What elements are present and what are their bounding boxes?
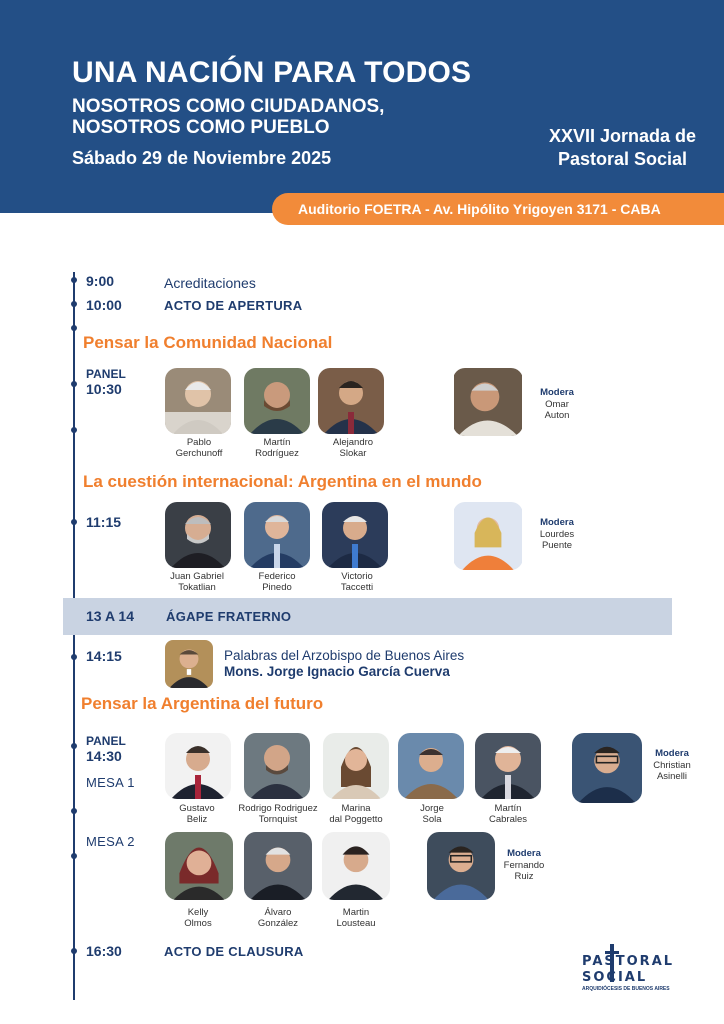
timeline-dot [71,325,77,331]
logo-line-1: PASTORAL [582,954,675,969]
speaker-name: Martín Rodríguez [255,437,299,459]
logo-line-2: SOCIAL [582,970,648,985]
timeline-dot [71,808,77,814]
venue-badge: Auditorio FOETRA - Av. Hipólito Yrigoyen 3171 - CABA [272,193,724,225]
speaker-name: Álvaro González [257,907,299,929]
label-apertura: ACTO DE APERTURA [164,298,303,313]
speaker-photo [165,368,231,434]
timeline-dot [71,948,77,954]
timeline-dot [71,519,77,525]
event-date: Sábado 29 de Noviembre 2025 [72,148,332,168]
speaker-photo [398,733,464,799]
speaker-name: Federico Pinedo [258,571,296,593]
speaker-photo [244,502,310,568]
moderator-photo [572,733,642,803]
speaker-name: Martin Lousteau [336,907,376,929]
panel-word: PANEL [86,367,126,381]
panel-word: PANEL [86,734,126,748]
jornada-line-2: Pastoral Social [557,149,687,169]
speaker-photo [318,368,384,434]
speaker-photo [323,733,389,799]
speaker-name: Pablo Gerchunoff [175,437,223,459]
logo-line-3: ARQUIDIÓCESIS DE BUENOS AIRES [582,986,670,992]
section-title-comunidad: Pensar la Comunidad Nacional [83,333,333,352]
moderator-photo [453,502,523,570]
speaker-photo [322,832,390,900]
time-arzobispo: 14:15 [86,648,122,664]
speaker-name: Marina dal Poggetto [329,803,383,825]
header-banner [0,0,724,213]
label-acreditaciones: Acreditaciones [164,275,256,291]
arzobispo-line-1: Palabras del Arzobispo de Buenos Aires [224,648,465,663]
timeline-dot [71,381,77,387]
speaker-photo [244,733,310,799]
speaker-photo [322,502,388,568]
time-acreditaciones: 9:00 [86,273,115,289]
moderator-photo [427,832,495,900]
speaker-name: Gustavo Beliz [179,803,215,825]
speaker-photo [165,502,231,568]
moderator-photo [453,368,523,436]
section-title-futuro: Pensar la Argentina del futuro [81,694,324,713]
speaker-name: Jorge Sola [420,803,444,825]
timeline-dot [71,853,77,859]
panel-time: 10:30 [86,381,122,397]
time-internacional: 11:15 [86,514,122,530]
jornada-title [549,125,696,171]
speaker-name: Kelly Olmos [184,907,212,929]
speaker-photo [165,640,213,688]
event-title: UNA NACIÓN PARA TODOS [72,56,472,89]
arzobispo-line-2: Mons. Jorge Ignacio García Cuerva [224,664,450,679]
time-apertura: 10:00 [86,297,122,313]
label-agape: ÁGAPE FRATERNO [166,609,292,624]
timeline-dot [71,301,77,307]
speaker-photo [475,733,541,799]
jornada-line-1: XXVII Jornada de [548,126,696,146]
timeline-dot [71,654,77,660]
section-title-internacional: La cuestión internacional: Argentina en el mundo [83,472,482,491]
moderator-info: Modera Omar Auton [540,387,574,421]
label-clausura: ACTO DE CLAUSURA [164,944,304,959]
speaker-photo [244,368,310,434]
panel-label-3 [86,734,126,764]
moderator-info: Modera Lourdes Puente [539,517,575,551]
pastoral-social-logo [572,944,675,998]
moderator-info: Modera Christian Asinelli [653,748,691,782]
panel-time: 14:30 [86,748,122,764]
panel-label-1 [86,367,126,397]
mesa-2-label: MESA 2 [86,834,135,849]
time-agape: 13 A 14 [86,608,134,624]
speaker-name: Victorio Taccetti [340,571,374,593]
subtitle-line-1: NOSOTROS COMO CIUDADANOS, [72,96,385,117]
time-clausura: 16:30 [86,943,122,959]
moderator-info: Modera Fernando Ruiz [503,848,545,882]
speaker-photo [165,832,233,900]
speaker-name: Rodrigo Rodriguez Tornquist [238,803,318,825]
speaker-name: Martín Cabrales [488,803,528,825]
speaker-photo [165,733,231,799]
timeline-dot [71,277,77,283]
speaker-photo [244,832,312,900]
subtitle-line-2: NOSOTROS COMO PUEBLO [72,117,330,138]
timeline-dot [71,427,77,433]
agape-band [63,598,672,635]
event-subtitle [72,96,384,138]
mesa-1-label: MESA 1 [86,775,135,790]
speaker-name: Juan Gabriel Tokatlian [170,571,224,593]
timeline-dot [71,743,77,749]
speaker-name: Alejandro Slokar [332,437,374,459]
